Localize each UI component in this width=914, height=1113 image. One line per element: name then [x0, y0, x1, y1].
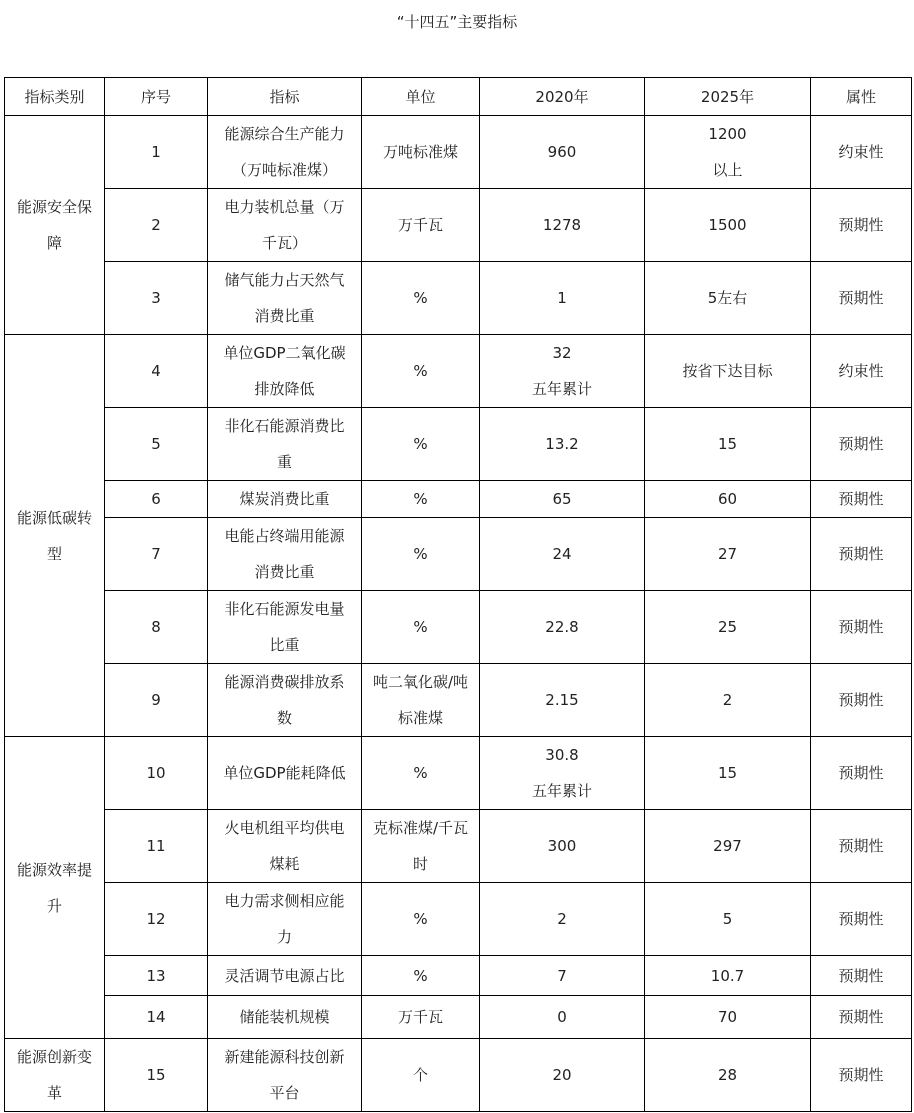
header-2020: 2020年	[480, 78, 645, 116]
attribute-cell: 预期性	[811, 591, 912, 664]
unit-cell: 万千瓦	[362, 189, 480, 262]
value-2020-cell: 2.15	[480, 664, 645, 737]
unit-cell: %	[362, 262, 480, 335]
attribute-cell: 约束性	[811, 116, 912, 189]
attribute-cell: 预期性	[811, 189, 912, 262]
table-row	[5, 518, 912, 591]
value-2025-cell: 1500	[645, 189, 811, 262]
header-category: 指标类别	[5, 78, 105, 116]
attribute-cell: 预期性	[811, 996, 912, 1039]
value-2020-cell: 13.2	[480, 408, 645, 481]
category-cell: 能源低碳转 型	[5, 335, 105, 737]
value-2020-cell: 2	[480, 883, 645, 956]
header-attribute: 属性	[811, 78, 912, 116]
value-2020-cell: 22.8	[480, 591, 645, 664]
attribute-cell: 预期性	[811, 883, 912, 956]
indicator-cell: 非化石能源消费比 重	[208, 408, 362, 481]
table-row	[5, 883, 912, 956]
row-number: 2	[105, 189, 208, 262]
row-number: 10	[105, 737, 208, 810]
indicator-cell: 能源消费碳排放系 数	[208, 664, 362, 737]
value-2025-cell: 25	[645, 591, 811, 664]
table-row	[5, 262, 912, 335]
value-2020-cell: 300	[480, 810, 645, 883]
attribute-cell: 预期性	[811, 1039, 912, 1112]
value-2025-cell: 1200 以上	[645, 116, 811, 189]
indicator-cell: 储能装机规模	[208, 996, 362, 1039]
category-cell: 能源效率提 升	[5, 737, 105, 1039]
attribute-cell: 预期性	[811, 481, 912, 518]
value-2025-cell: 27	[645, 518, 811, 591]
value-2025-cell: 28	[645, 1039, 811, 1112]
indicator-cell: 单位GDP能耗降低	[208, 737, 362, 810]
unit-cell: %	[362, 518, 480, 591]
header-2025: 2025年	[645, 78, 811, 116]
table-row	[5, 1039, 912, 1112]
value-2025-cell: 297	[645, 810, 811, 883]
table-row	[5, 335, 912, 408]
table-row	[5, 116, 912, 189]
attribute-cell: 约束性	[811, 335, 912, 408]
indicators-table	[4, 77, 912, 1112]
page-title: “十四五”主要指标	[396, 13, 518, 31]
row-number: 8	[105, 591, 208, 664]
indicator-cell: 能源综合生产能力 （万吨标准煤）	[208, 116, 362, 189]
header-unit: 单位	[362, 78, 480, 116]
value-2025-cell: 2	[645, 664, 811, 737]
indicator-cell: 灵活调节电源占比	[208, 956, 362, 996]
value-2020-cell: 30.8 五年累计	[480, 737, 645, 810]
category-cell: 能源安全保 障	[5, 116, 105, 335]
attribute-cell: 预期性	[811, 408, 912, 481]
indicator-cell: 非化石能源发电量 比重	[208, 591, 362, 664]
table-row	[5, 996, 912, 1039]
unit-cell: %	[362, 956, 480, 996]
unit-cell: 个	[362, 1039, 480, 1112]
value-2020-cell: 65	[480, 481, 645, 518]
table-row	[5, 189, 912, 262]
table-row	[5, 408, 912, 481]
value-2020-cell: 24	[480, 518, 645, 591]
table-row	[5, 810, 912, 883]
value-2025-cell: 15	[645, 408, 811, 481]
value-2025-cell: 10.7	[645, 956, 811, 996]
table-row	[5, 664, 912, 737]
value-2025-cell: 70	[645, 996, 811, 1039]
row-number: 6	[105, 481, 208, 518]
value-2025-cell: 按省下达目标	[645, 335, 811, 408]
value-2025-cell: 15	[645, 737, 811, 810]
unit-cell: 吨二氧化碳/吨 标准煤	[362, 664, 480, 737]
row-number: 14	[105, 996, 208, 1039]
value-2020-cell: 32 五年累计	[480, 335, 645, 408]
unit-cell: %	[362, 883, 480, 956]
value-2020-cell: 20	[480, 1039, 645, 1112]
row-number: 3	[105, 262, 208, 335]
indicator-cell: 煤炭消费比重	[208, 481, 362, 518]
table-row	[5, 591, 912, 664]
row-number: 7	[105, 518, 208, 591]
attribute-cell: 预期性	[811, 664, 912, 737]
indicator-cell: 电能占终端用能源 消费比重	[208, 518, 362, 591]
row-number: 15	[105, 1039, 208, 1112]
value-2020-cell: 1	[480, 262, 645, 335]
indicator-cell: 新建能源科技创新 平台	[208, 1039, 362, 1112]
unit-cell: %	[362, 591, 480, 664]
table-row	[5, 956, 912, 996]
value-2020-cell: 960	[480, 116, 645, 189]
indicator-cell: 电力需求侧相应能 力	[208, 883, 362, 956]
row-number: 9	[105, 664, 208, 737]
row-number: 1	[105, 116, 208, 189]
row-number: 12	[105, 883, 208, 956]
unit-cell: %	[362, 737, 480, 810]
value-2025-cell: 5	[645, 883, 811, 956]
attribute-cell: 预期性	[811, 810, 912, 883]
value-2025-cell: 60	[645, 481, 811, 518]
row-number: 11	[105, 810, 208, 883]
category-cell: 能源创新变 革	[5, 1039, 105, 1112]
value-2020-cell: 1278	[480, 189, 645, 262]
row-number: 13	[105, 956, 208, 996]
unit-cell: 万千瓦	[362, 996, 480, 1039]
row-number: 5	[105, 408, 208, 481]
attribute-cell: 预期性	[811, 737, 912, 810]
row-number: 4	[105, 335, 208, 408]
attribute-cell: 预期性	[811, 262, 912, 335]
indicator-cell: 电力装机总量（万 千瓦）	[208, 189, 362, 262]
indicator-cell: 单位GDP二氧化碳 排放降低	[208, 335, 362, 408]
indicator-cell: 火电机组平均供电 煤耗	[208, 810, 362, 883]
value-2020-cell: 0	[480, 996, 645, 1039]
unit-cell: %	[362, 481, 480, 518]
attribute-cell: 预期性	[811, 518, 912, 591]
value-2020-cell: 7	[480, 956, 645, 996]
header-indicator: 指标	[208, 78, 362, 116]
table-header-row	[5, 78, 912, 116]
header-number: 序号	[105, 78, 208, 116]
unit-cell: %	[362, 408, 480, 481]
unit-cell: 万吨标准煤	[362, 116, 480, 189]
unit-cell: %	[362, 335, 480, 408]
indicator-cell: 储气能力占天然气 消费比重	[208, 262, 362, 335]
table-row	[5, 737, 912, 810]
table-row	[5, 481, 912, 518]
attribute-cell: 预期性	[811, 956, 912, 996]
unit-cell: 克标准煤/千瓦 时	[362, 810, 480, 883]
value-2025-cell: 5左右	[645, 262, 811, 335]
